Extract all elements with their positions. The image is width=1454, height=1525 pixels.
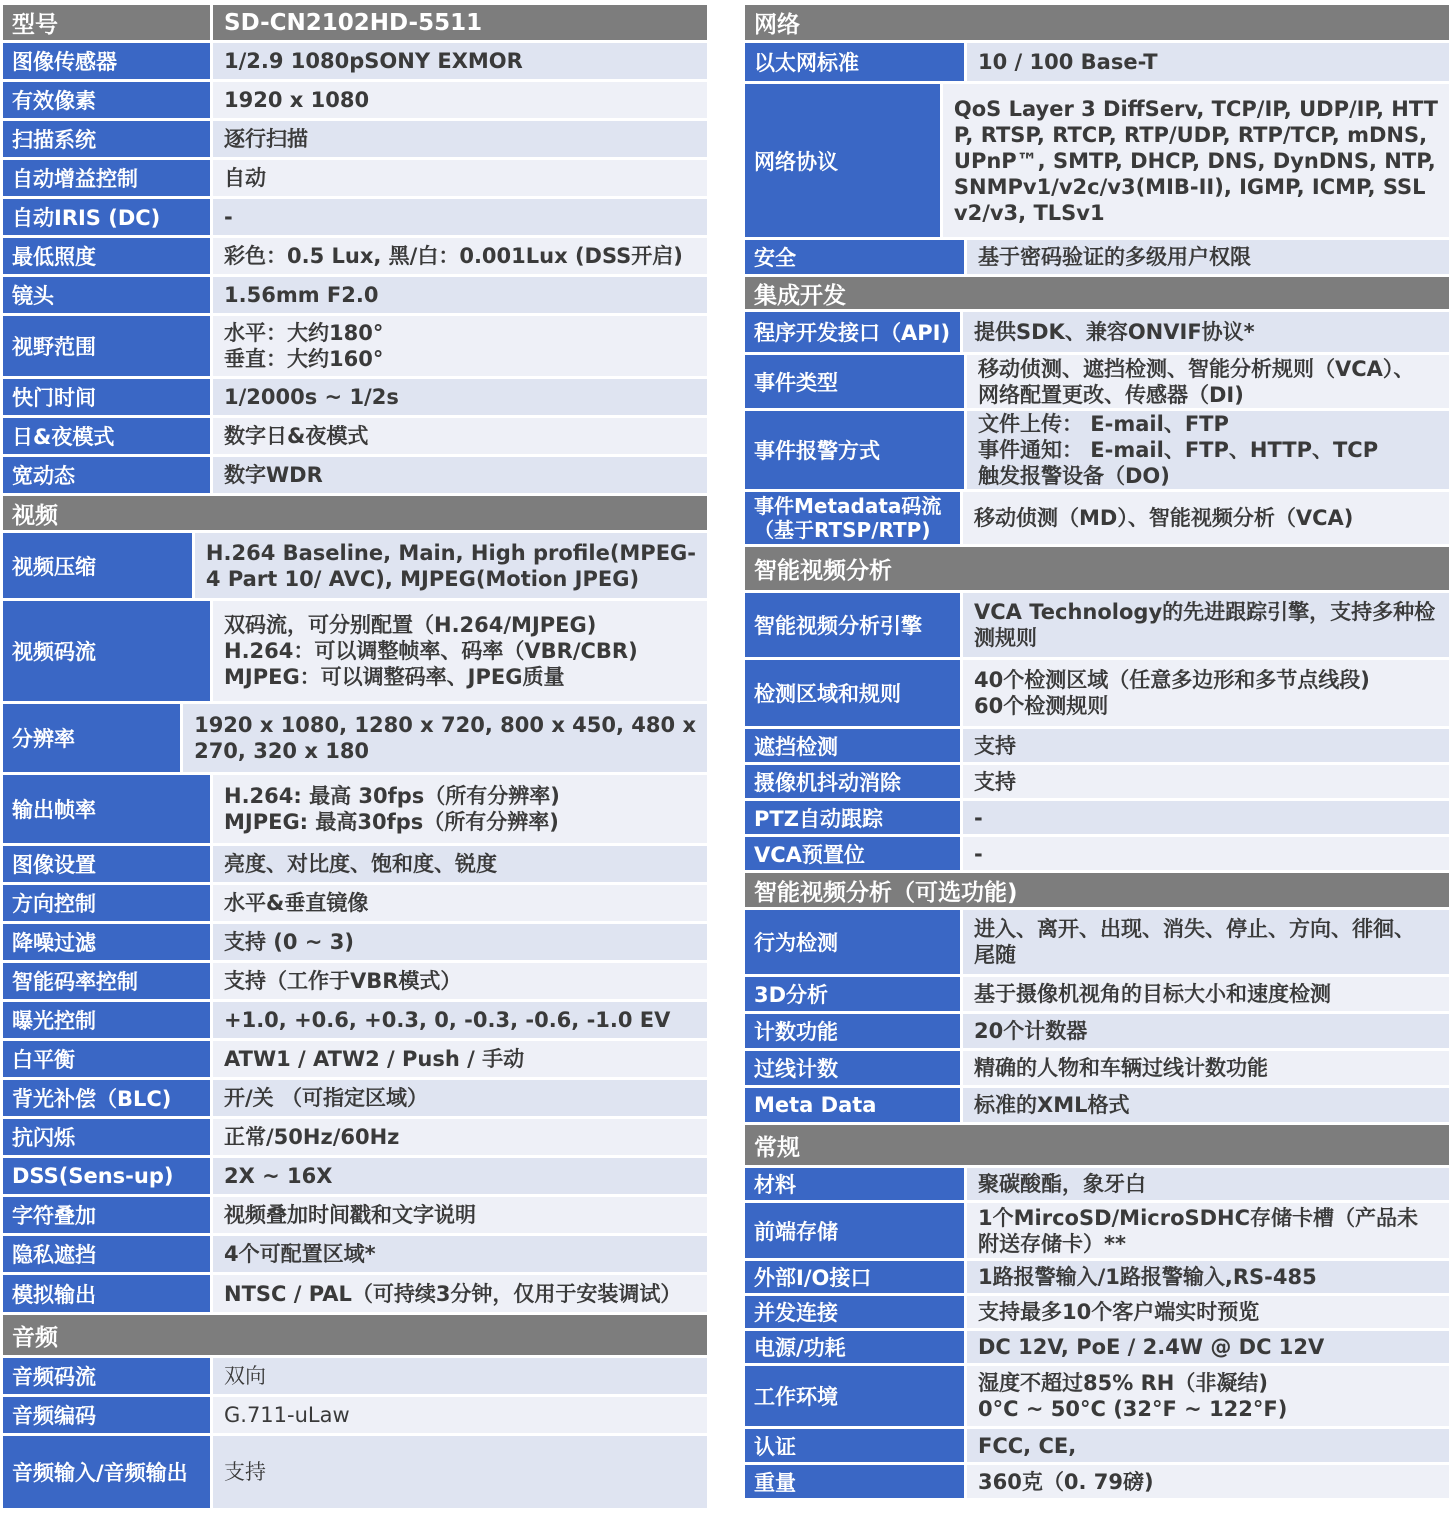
spec-label: 输出帧率 [3, 775, 210, 843]
spec-label: 电源/功耗 [745, 1331, 964, 1363]
spec-label: 网络协议 [745, 84, 940, 237]
spec-value: 支持 (0 ~ 3) [213, 924, 707, 960]
spec-label: 降噪过滤 [3, 924, 210, 960]
section-header: 集成开发 [745, 277, 1449, 309]
spec-value: +1.0, +0.6, +0.3, 0, -0.3, -0.6, -1.0 EV [213, 1002, 707, 1038]
model-row [3, 5, 707, 40]
spec-value: 1个MircoSD/MicroSDHC存储卡槽（产品未 附送存储卡）** [967, 1203, 1449, 1258]
spec-value: 支持 [963, 765, 1449, 798]
spec-row [745, 660, 1449, 726]
spec-label: 最低照度 [3, 238, 210, 274]
spec-value: 支持（工作于VBR模式） [213, 963, 707, 999]
spec-row [3, 1002, 707, 1038]
spec-value: 1.56mm F2.0 [213, 277, 707, 313]
spec-row [745, 411, 1449, 489]
spec-row [745, 1296, 1449, 1328]
spec-row [3, 704, 707, 772]
spec-value: ATW1 / ATW2 / Push / 手动 [213, 1041, 707, 1077]
spec-row [3, 1358, 707, 1394]
spec-label: 计数功能 [745, 1014, 960, 1048]
spec-value: 文件上传： E-mail、FTP 事件通知： E-mail、FTP、HTTP、TCP 触发报警设备（DO) [967, 411, 1449, 489]
spec-label: 安全 [745, 240, 964, 274]
spec-label: 模拟输出 [3, 1275, 210, 1312]
spec-value: NTSC / PAL（可持续3分钟，仅用于安装调试） [213, 1275, 707, 1312]
spec-value: DC 12V, PoE / 2.4W @ DC 12V [967, 1331, 1449, 1363]
spec-label: 并发连接 [745, 1296, 964, 1328]
spec-row [3, 238, 707, 274]
spec-label: 材料 [745, 1168, 964, 1200]
spec-label: 隐私遮挡 [3, 1236, 210, 1272]
spec-value: 精确的人物和车辆过线计数功能 [963, 1051, 1449, 1085]
spec-row [745, 1261, 1449, 1293]
spec-label: PTZ自动跟踪 [745, 801, 960, 834]
spec-value: 自动 [213, 160, 707, 196]
spec-label: 图像设置 [3, 846, 210, 882]
spec-row [3, 1119, 707, 1155]
spec-row [745, 977, 1449, 1011]
spec-row [3, 1236, 707, 1272]
spec-row [3, 418, 707, 454]
spec-label: 有效像素 [3, 82, 210, 118]
spec-label: 扫描系统 [3, 121, 210, 157]
spec-label: 抗闪烁 [3, 1119, 210, 1155]
spec-value: 正常/50Hz/60Hz [213, 1119, 707, 1155]
spec-label: 重量 [745, 1465, 964, 1498]
section-header: 智能视频分析（可选功能) [745, 873, 1449, 907]
spec-label: 视频压缩 [3, 533, 192, 598]
spec-value: VCA Technology的先进跟踪引擎，支持多种检 测规则 [963, 593, 1449, 657]
spec-value: FCC, CE, [967, 1429, 1449, 1462]
spec-label: 音频输入/音频输出 [3, 1436, 210, 1508]
spec-row [745, 312, 1449, 352]
spec-value: 湿度不超过85% RH（非凝结) 0°C ~ 50°C (32°F ~ 122°F) [967, 1366, 1449, 1426]
spec-value: 360克（0. 79磅) [967, 1465, 1449, 1498]
spec-row [3, 82, 707, 118]
spec-label: 白平衡 [3, 1041, 210, 1077]
spec-value: 聚碳酸酯，象牙白 [967, 1168, 1449, 1200]
spec-row [3, 1158, 707, 1194]
spec-row [745, 765, 1449, 798]
spec-value: 支持 [963, 729, 1449, 762]
spec-value: QoS Layer 3 DiffServ, TCP/IP, UDP/IP, HTT P, RTSP, RTCP, RTP/UDP, RTP/TCP, mDNS, UPnP™, SMTP, DHCP, DNS, DynDNS, NTP, SNMPv1/v2c/v3(MIB-II), IGMP, ICMP, SSL v2/v3, TLSv1 [943, 84, 1449, 237]
spec-label: 事件报警方式 [745, 411, 964, 489]
spec-row [745, 1203, 1449, 1258]
spec-value: H.264: 最高 30fps（所有分辨率) MJPEG: 最高30fps（所有分辨率) [213, 775, 707, 843]
spec-value: 40个检测区域（任意多边形和多节点线段) 60个检测规则 [963, 660, 1449, 726]
spec-value: 4个可配置区域* [213, 1236, 707, 1272]
spec-label: 前端存储 [745, 1203, 964, 1258]
spec-value: 20个计数器 [963, 1014, 1449, 1048]
spec-value: 双向 [213, 1358, 707, 1394]
section-header: 音频 [3, 1315, 707, 1355]
spec-row [745, 1168, 1449, 1200]
spec-label: VCA预置位 [745, 837, 960, 870]
spec-value: 10 / 100 Base-T [967, 43, 1449, 81]
spec-label: 自动IRIS (DC) [3, 199, 210, 235]
spec-row [3, 1397, 707, 1433]
spec-label: 背光补偿（BLC) [3, 1080, 210, 1116]
spec-value: - [963, 837, 1449, 870]
spec-row [745, 355, 1449, 408]
spec-label: 视频码流 [3, 601, 210, 701]
spec-label: 镜头 [3, 277, 210, 313]
spec-row [745, 910, 1449, 974]
spec-row [745, 240, 1449, 274]
spec-label: 自动增益控制 [3, 160, 210, 196]
spec-label: 事件Metadata码流 （基于RTSP/RTP) [745, 492, 960, 544]
spec-label: Meta Data [745, 1088, 960, 1122]
spec-label: 音频码流 [3, 1358, 210, 1394]
spec-label: 事件类型 [745, 355, 964, 408]
spec-value: 移动侦测、遮挡检测、智能分析规则（VCA）、 网络配置更改、传感器（DI) [967, 355, 1449, 408]
section-header: 智能视频分析 [745, 547, 1449, 590]
spec-row [745, 84, 1449, 237]
section-header: 常规 [745, 1125, 1449, 1165]
spec-row [3, 43, 707, 79]
spec-value: H.264 Baseline, Main, High profile(MPEG- 4 Part 10/ AVC), MJPEG(Motion JPEG) [195, 533, 707, 598]
spec-label: 检测区域和规则 [745, 660, 960, 726]
spec-value: 支持最多10个客户端实时预览 [967, 1296, 1449, 1328]
spec-label: 分辨率 [3, 704, 180, 772]
spec-label: 宽动态 [3, 457, 210, 493]
spec-value: 亮度、对比度、饱和度、锐度 [213, 846, 707, 882]
spec-label: 工作环境 [745, 1366, 964, 1426]
spec-label: 字符叠加 [3, 1197, 210, 1233]
spec-row [745, 837, 1449, 870]
model-label: 型号 [3, 5, 210, 40]
spec-row [3, 199, 707, 235]
spec-label: 智能视频分析引擎 [745, 593, 960, 657]
section-header: 网络 [745, 5, 1449, 40]
spec-label: 外部I/O接口 [745, 1261, 964, 1293]
spec-row [3, 277, 707, 313]
spec-row [745, 1014, 1449, 1048]
spec-value: - [213, 199, 707, 235]
spec-row [3, 1080, 707, 1116]
spec-label: 认证 [745, 1429, 964, 1462]
spec-label: 行为检测 [745, 910, 960, 974]
spec-row [745, 1429, 1449, 1462]
spec-column-left [3, 5, 707, 1508]
spec-value: 水平：大约180° 垂直：大约160° [213, 316, 707, 376]
spec-row [745, 1465, 1449, 1498]
spec-value: 彩色：0.5 Lux, 黑/白：0.001Lux (DSS开启) [213, 238, 707, 274]
spec-label: 快门时间 [3, 379, 210, 415]
spec-value: 视频叠加时间戳和文字说明 [213, 1197, 707, 1233]
model-value: SD-CN2102HD-5511 [213, 5, 707, 40]
spec-value: 1/2000s ~ 1/2s [213, 379, 707, 415]
spec-row [745, 729, 1449, 762]
spec-value: - [963, 801, 1449, 834]
spec-row [3, 379, 707, 415]
spec-row [3, 1436, 707, 1508]
spec-label: 曝光控制 [3, 1002, 210, 1038]
spec-label: 视野范围 [3, 316, 210, 376]
spec-label: 摄像机抖动消除 [745, 765, 960, 798]
spec-row [3, 885, 707, 921]
spec-value: 支持 [213, 1436, 707, 1508]
section-header: 视频 [3, 496, 707, 530]
spec-row [3, 316, 707, 376]
spec-row [745, 1331, 1449, 1363]
spec-row [3, 775, 707, 843]
spec-label: 以太网标准 [745, 43, 964, 81]
spec-label: 音频编码 [3, 1397, 210, 1433]
spec-value: G.711-uLaw [213, 1397, 707, 1433]
spec-value: 水平&垂直镜像 [213, 885, 707, 921]
spec-row [745, 593, 1449, 657]
spec-label: 程序开发接口（API) [745, 312, 960, 352]
spec-label: 过线计数 [745, 1051, 960, 1085]
spec-value: 双码流，可分别配置（H.264/MJPEG) H.264：可以调整帧率、码率（VBR/CBR) MJPEG：可以调整码率、JPEG质量 [213, 601, 707, 701]
spec-value: 进入、离开、出现、消失、停止、方向、徘徊、 尾随 [963, 910, 1449, 974]
spec-row [745, 801, 1449, 834]
spec-value: 1920 x 1080, 1280 x 720, 800 x 450, 480 x 270, 320 x 180 [183, 704, 707, 772]
spec-row [745, 492, 1449, 544]
spec-value: 开/关 （可指定区域） [213, 1080, 707, 1116]
spec-value: 标准的XML格式 [963, 1088, 1449, 1122]
spec-label: 遮挡检测 [745, 729, 960, 762]
spec-row [3, 846, 707, 882]
spec-label: DSS(Sens-up) [3, 1158, 210, 1194]
spec-value: 1路报警输入/1路报警输入,RS-485 [967, 1261, 1449, 1293]
spec-row [3, 601, 707, 701]
spec-value: 逐行扫描 [213, 121, 707, 157]
spec-row [3, 1275, 707, 1312]
spec-label: 方向控制 [3, 885, 210, 921]
spec-value: 提供SDK、兼容ONVIF协议* [963, 312, 1449, 352]
spec-value: 数字WDR [213, 457, 707, 493]
spec-value: 移动侦测（MD）、智能视频分析（VCA) [963, 492, 1449, 544]
spec-row [3, 533, 707, 598]
spec-row [745, 1088, 1449, 1122]
spec-value: 数字日&夜模式 [213, 418, 707, 454]
spec-row [745, 1051, 1449, 1085]
spec-value: 基于摄像机视角的目标大小和速度检测 [963, 977, 1449, 1011]
spec-row [3, 1197, 707, 1233]
spec-value: 1920 x 1080 [213, 82, 707, 118]
spec-row [3, 457, 707, 493]
spec-row [3, 1041, 707, 1077]
spec-label: 图像传感器 [3, 43, 210, 79]
spec-row [3, 963, 707, 999]
spec-label: 3D分析 [745, 977, 960, 1011]
spec-row [3, 160, 707, 196]
spec-row [3, 121, 707, 157]
spec-row [3, 924, 707, 960]
spec-value: 2X ~ 16X [213, 1158, 707, 1194]
spec-row [745, 43, 1449, 81]
spec-label: 日&夜模式 [3, 418, 210, 454]
spec-column-right [745, 5, 1449, 1498]
spec-row [745, 1366, 1449, 1426]
spec-value: 基于密码验证的多级用户权限 [967, 240, 1449, 274]
spec-label: 智能码率控制 [3, 963, 210, 999]
spec-value: 1/2.9 1080pSONY EXMOR [213, 43, 707, 79]
